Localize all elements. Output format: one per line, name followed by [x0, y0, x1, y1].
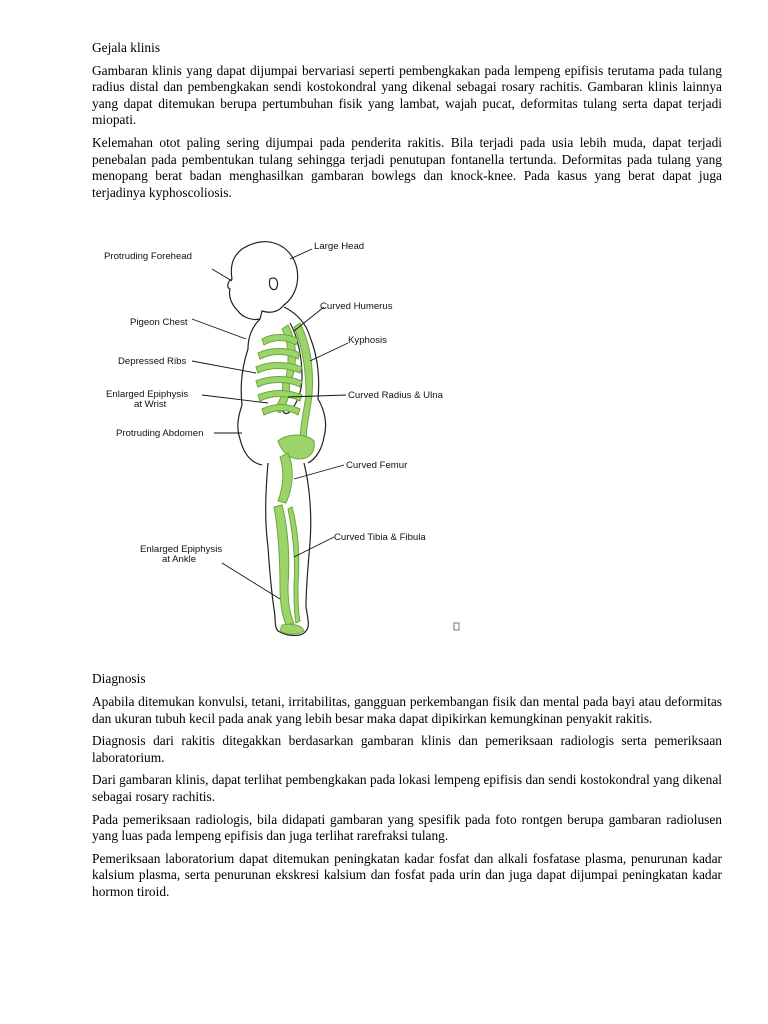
label-pigeon-chest: Pigeon Chest [130, 317, 188, 329]
label-curved-humerus: Curved Humerus [320, 301, 393, 313]
paragraph: Pada pemeriksaan radiologis, bila didapati gambaran yang spesifik pada foto rontgen berupa gambaran radiolusen yang luas pada lempeng epifisis dan juga terlihat rarefraksi tulang. [92, 811, 722, 844]
label-kyphosis: Kyphosis [348, 335, 387, 347]
document-page [92, 40, 722, 906]
paragraph: Gambaran klinis yang dapat dijumpai bervariasi seperti pembengkakan pada lempeng epifisis terutama pada tulang radius distal dan pembengkakan sendi kostokondral yang dikenal sebagai rosary rachitis. Gambaran klinis lainnya yang dapat ditemukan berupa pertumbuhan fisik yang lambat, wajah pucat, deformitas tulang serta dapat terjadi miopati. [92, 62, 722, 128]
label-curved-radius-ulna: Curved Radius & Ulna [348, 390, 443, 402]
label-depressed-ribs: Depressed Ribs [118, 356, 187, 368]
paragraph: Apabila ditemukan konvulsi, tetani, irritabilitas, gangguan perkembangan fisik dan mental pada bayi atau deformitas dan ukuran tubuh kecil pada anak yang lebih besar maka dapat dipikirkan kemungkinan penyakit rakitis. [92, 693, 722, 726]
rickets-illustration [92, 227, 722, 667]
paragraph: Diagnosis dari rakitis ditegakkan berdasarkan gambaran klinis dan pemeriksaan radiologis serta pemeriksaan laboratorium. [92, 733, 722, 765]
label-curved-femur: Curved Femur [346, 460, 408, 472]
label-enlarged-epiphysis-ankle: Enlarged Epiphysis [140, 544, 223, 556]
diagnosis-section [92, 671, 722, 900]
label-enlarged-epiphysis-wrist: Enlarged Epiphysis [106, 389, 189, 401]
rickets-figure-svg [92, 227, 722, 667]
label-protruding-abdomen: Protruding Abdomen [116, 428, 204, 440]
section-heading-diagnosis: Diagnosis [92, 671, 146, 687]
paragraph: Pemeriksaan laboratorium dapat ditemukan peningkatan kadar fosfat dan alkali fosfatase plasma, penurunan kadar kalsium plasma, serta penurunan ekskresi kalsium dan fosfat pada urin dan juga dapat dijumpai peningkatan kadar hormon tiroid. [92, 850, 722, 899]
label-protruding-forehead: Protruding Forehead [104, 251, 192, 263]
paragraph: Kelemahan otot paling sering dijumpai pada penderita rakitis. Bila terjadi pada usia lebih muda, dapat terjadi penebalan pada pembentukan tulang sehingga terjadi penutupan fontanella tertunda. Deformitas pada tulang yang menopang berat badan menghasilkan gambaran bowlegs dan knock-knee. Pada kasus yang berat dapat juga terjadinya kyphoscoliosis. [92, 134, 722, 200]
skeleton-bones [256, 323, 314, 634]
label-at-ankle: at Ankle [162, 554, 197, 566]
label-large-head: Large Head [314, 241, 365, 253]
section-heading-gejala-klinis: Gejala klinis [92, 40, 161, 55]
corner-mark [454, 623, 459, 630]
label-curved-tibia-fibula: Curved Tibia & Fibula [334, 532, 426, 544]
paragraph: Dari gambaran klinis, dapat terlihat pembengkakan pada lokasi lempeng epifisis dan sendi kostokondral yang dikenal sebagai rosary rachitis. [92, 772, 722, 804]
label-at-wrist: at Wrist [134, 399, 167, 411]
